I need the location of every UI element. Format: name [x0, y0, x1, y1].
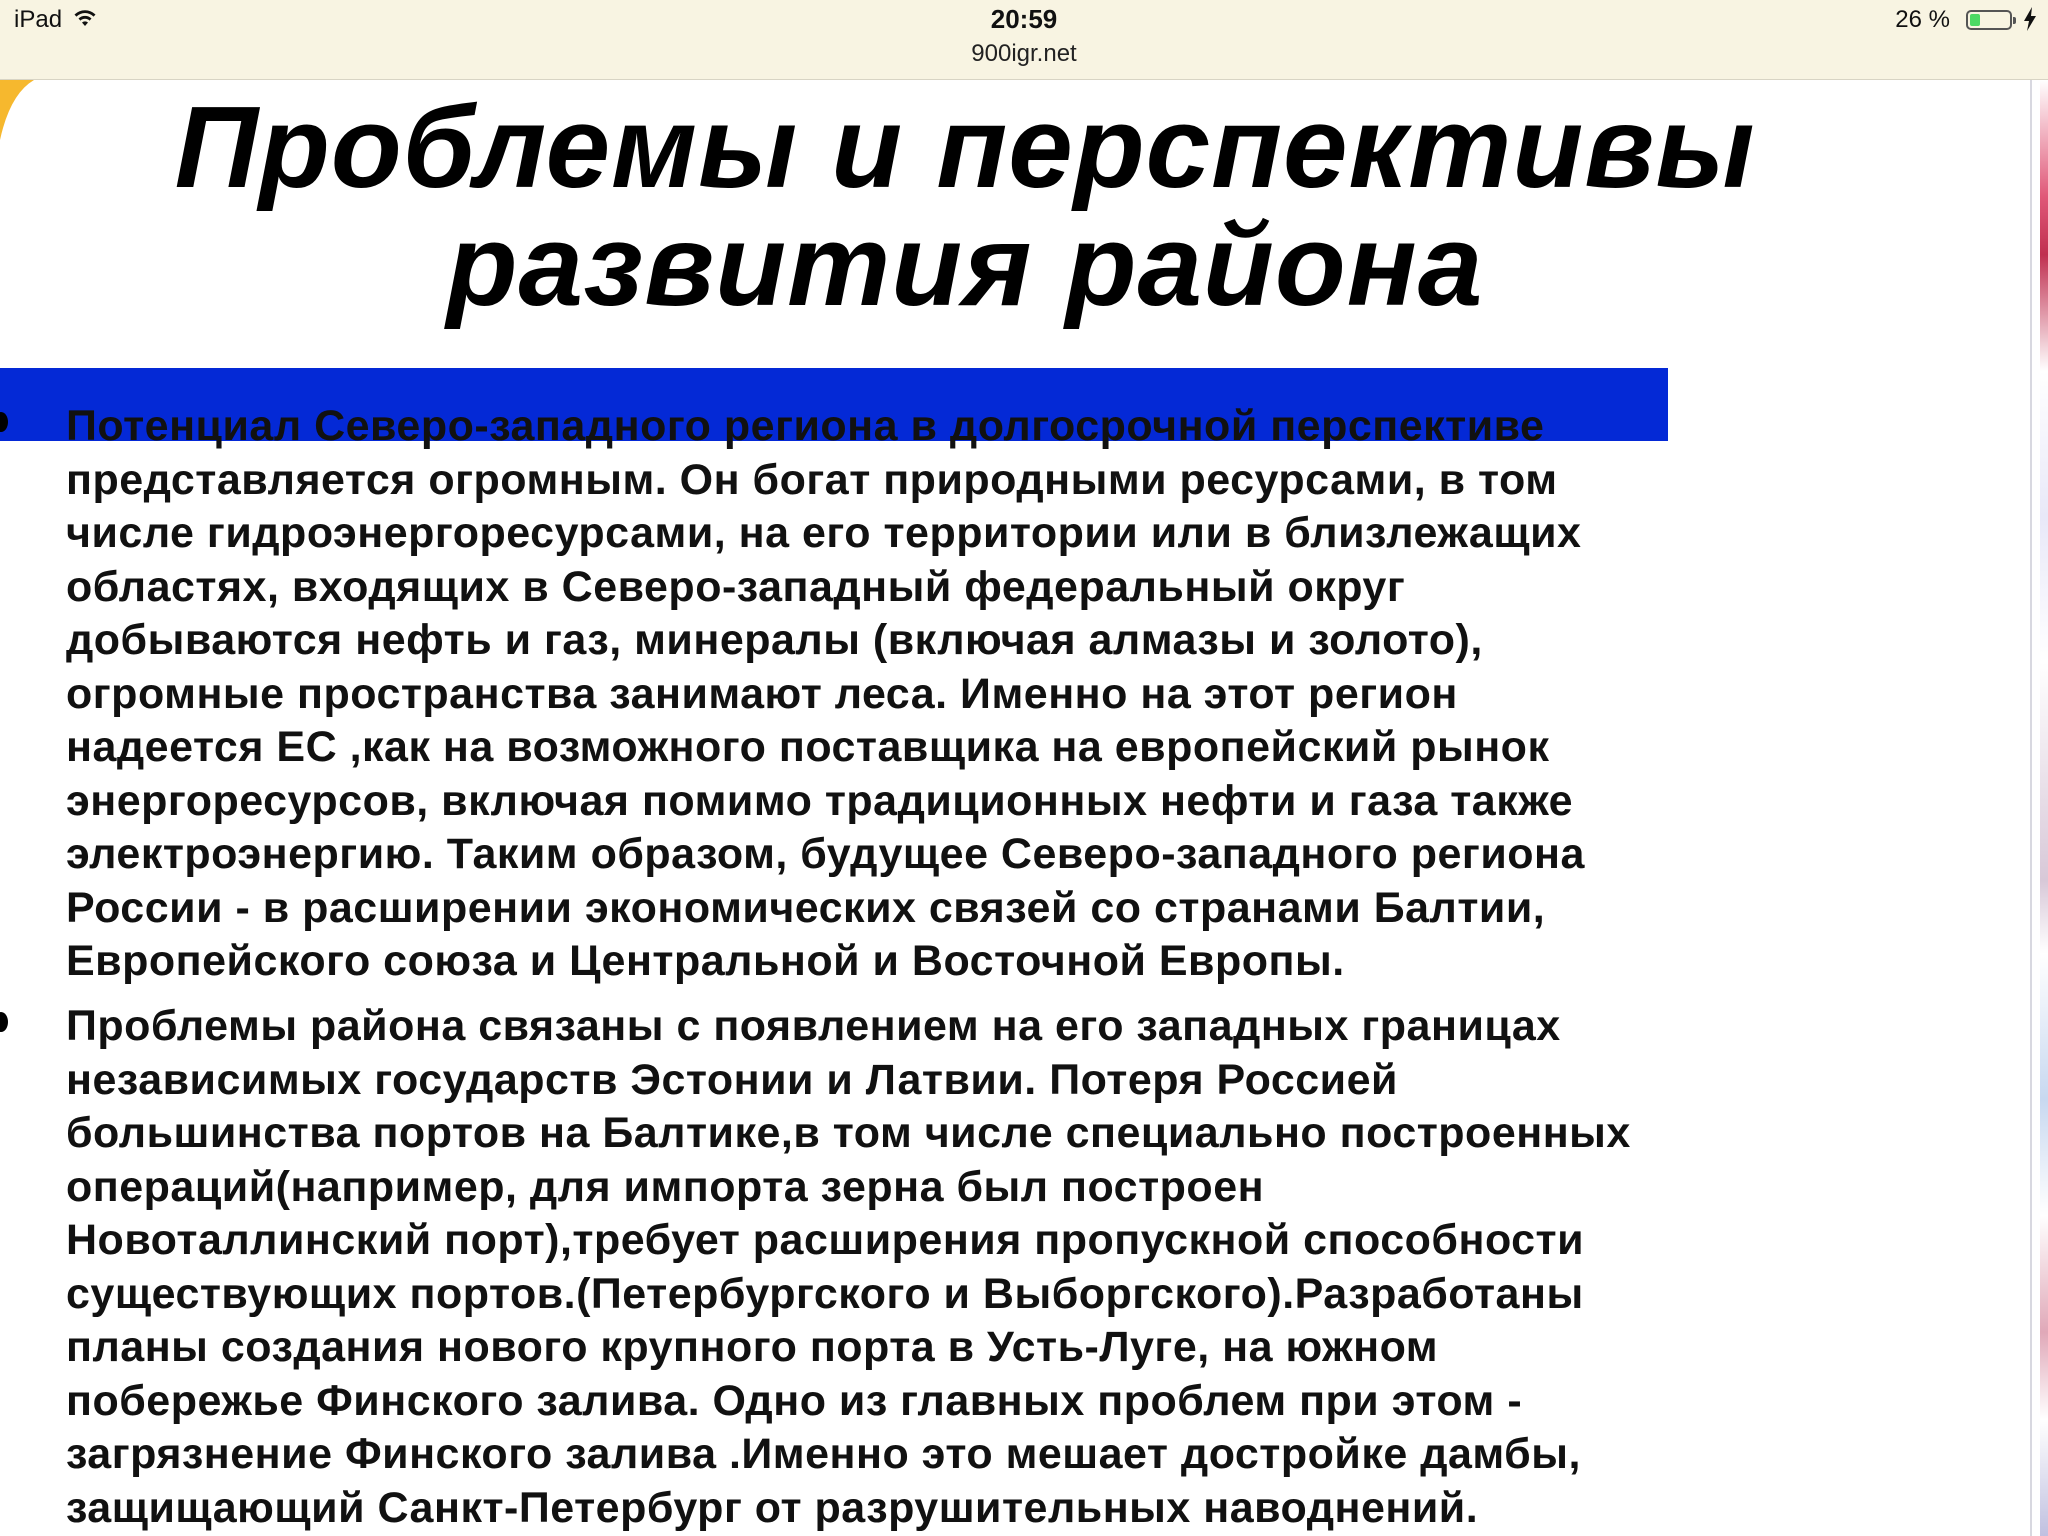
- text-line: существующих портов.(Петербургского и Выборгского).Разработаны: [66, 1269, 1584, 1318]
- text-line: побережье Финского залива. Одно из главных проблем при этом -: [66, 1376, 1523, 1425]
- text-line: загрязнение Финского залива .Именно это мешает достройке дамбы,: [66, 1430, 1581, 1478]
- paragraph-potential: [66, 400, 2026, 989]
- text-line: России - в расширении экономических связей со странами Балтии,: [66, 883, 1546, 932]
- battery-level-fill: [1970, 14, 1980, 26]
- text-line: большинства портов на Балтике,в том числе специально построенных: [66, 1109, 1631, 1157]
- text-line: добываются нефть и газ, минералы (включая алмазы и золото),: [66, 616, 1483, 664]
- page-edge-divider: [2030, 80, 2032, 1536]
- bullet-list: [0, 80, 2030, 1536]
- text-line: огромные пространства занимают леса. Именно на этот регион: [66, 669, 1458, 718]
- text-line: независимых государств Эстонии и Латвии. Потеря Россией: [66, 1055, 1398, 1104]
- text-line: областях, входящих в Северо-западный федеральный округ: [66, 562, 1406, 611]
- address-bar-url[interactable]: 900igr.net: [971, 40, 1077, 67]
- text-line: операций(например, для импорта зерна был построен: [66, 1162, 1265, 1211]
- status-bar: [0, 0, 2048, 80]
- text-line: Проблемы района связаны с появлением на его западных границах: [66, 1002, 1561, 1050]
- battery-icon: [1966, 10, 2012, 30]
- text-line: электроэнергию. Таким образом, будущее Северо-западного региона: [66, 830, 1585, 878]
- battery-percent: 26 %: [1895, 6, 1950, 33]
- slide-title-line-1: Проблемы и перспективы: [174, 82, 1756, 212]
- slide-title-line-2: развития района: [446, 200, 1484, 330]
- text-line: надеется ЕС ,как на возможного поставщика на европейский рынок: [66, 723, 1550, 771]
- charging-bolt-icon: [2022, 6, 2038, 32]
- text-line: представляется огромным. Он богат природными ресурсами, в том: [66, 455, 1558, 504]
- device-name: iPad: [14, 6, 63, 33]
- text-line: защищающий Санкт-Петербург от разрушительных наводнений.: [66, 1483, 1479, 1532]
- text-line: Потенциал Северо-западного региона в долгосрочной перспективе: [66, 402, 1545, 450]
- slide-page: [0, 80, 2040, 1536]
- text-line: числе гидроэнергоресурсами, на его территории или в близлежащих: [66, 509, 1582, 557]
- text-line: Новоталлинский порт),требует расширения пропускной способности: [66, 1216, 1585, 1264]
- text-line: Европейского союза и Центральной и Восточной Европы.: [66, 937, 1345, 985]
- text-line: планы создания нового крупного порта в Усть-Луге, на южном: [66, 1323, 1439, 1371]
- bullet-marker: [0, 1012, 8, 1032]
- clock: 20:59: [990, 4, 1058, 34]
- text-line: энергоресурсов, включая помимо традиционных нефти и газа также: [66, 776, 1574, 825]
- bullet-marker: [0, 412, 8, 432]
- adjacent-page-edge[interactable]: [2040, 80, 2048, 1536]
- paragraph-problems: [66, 1000, 2026, 1535]
